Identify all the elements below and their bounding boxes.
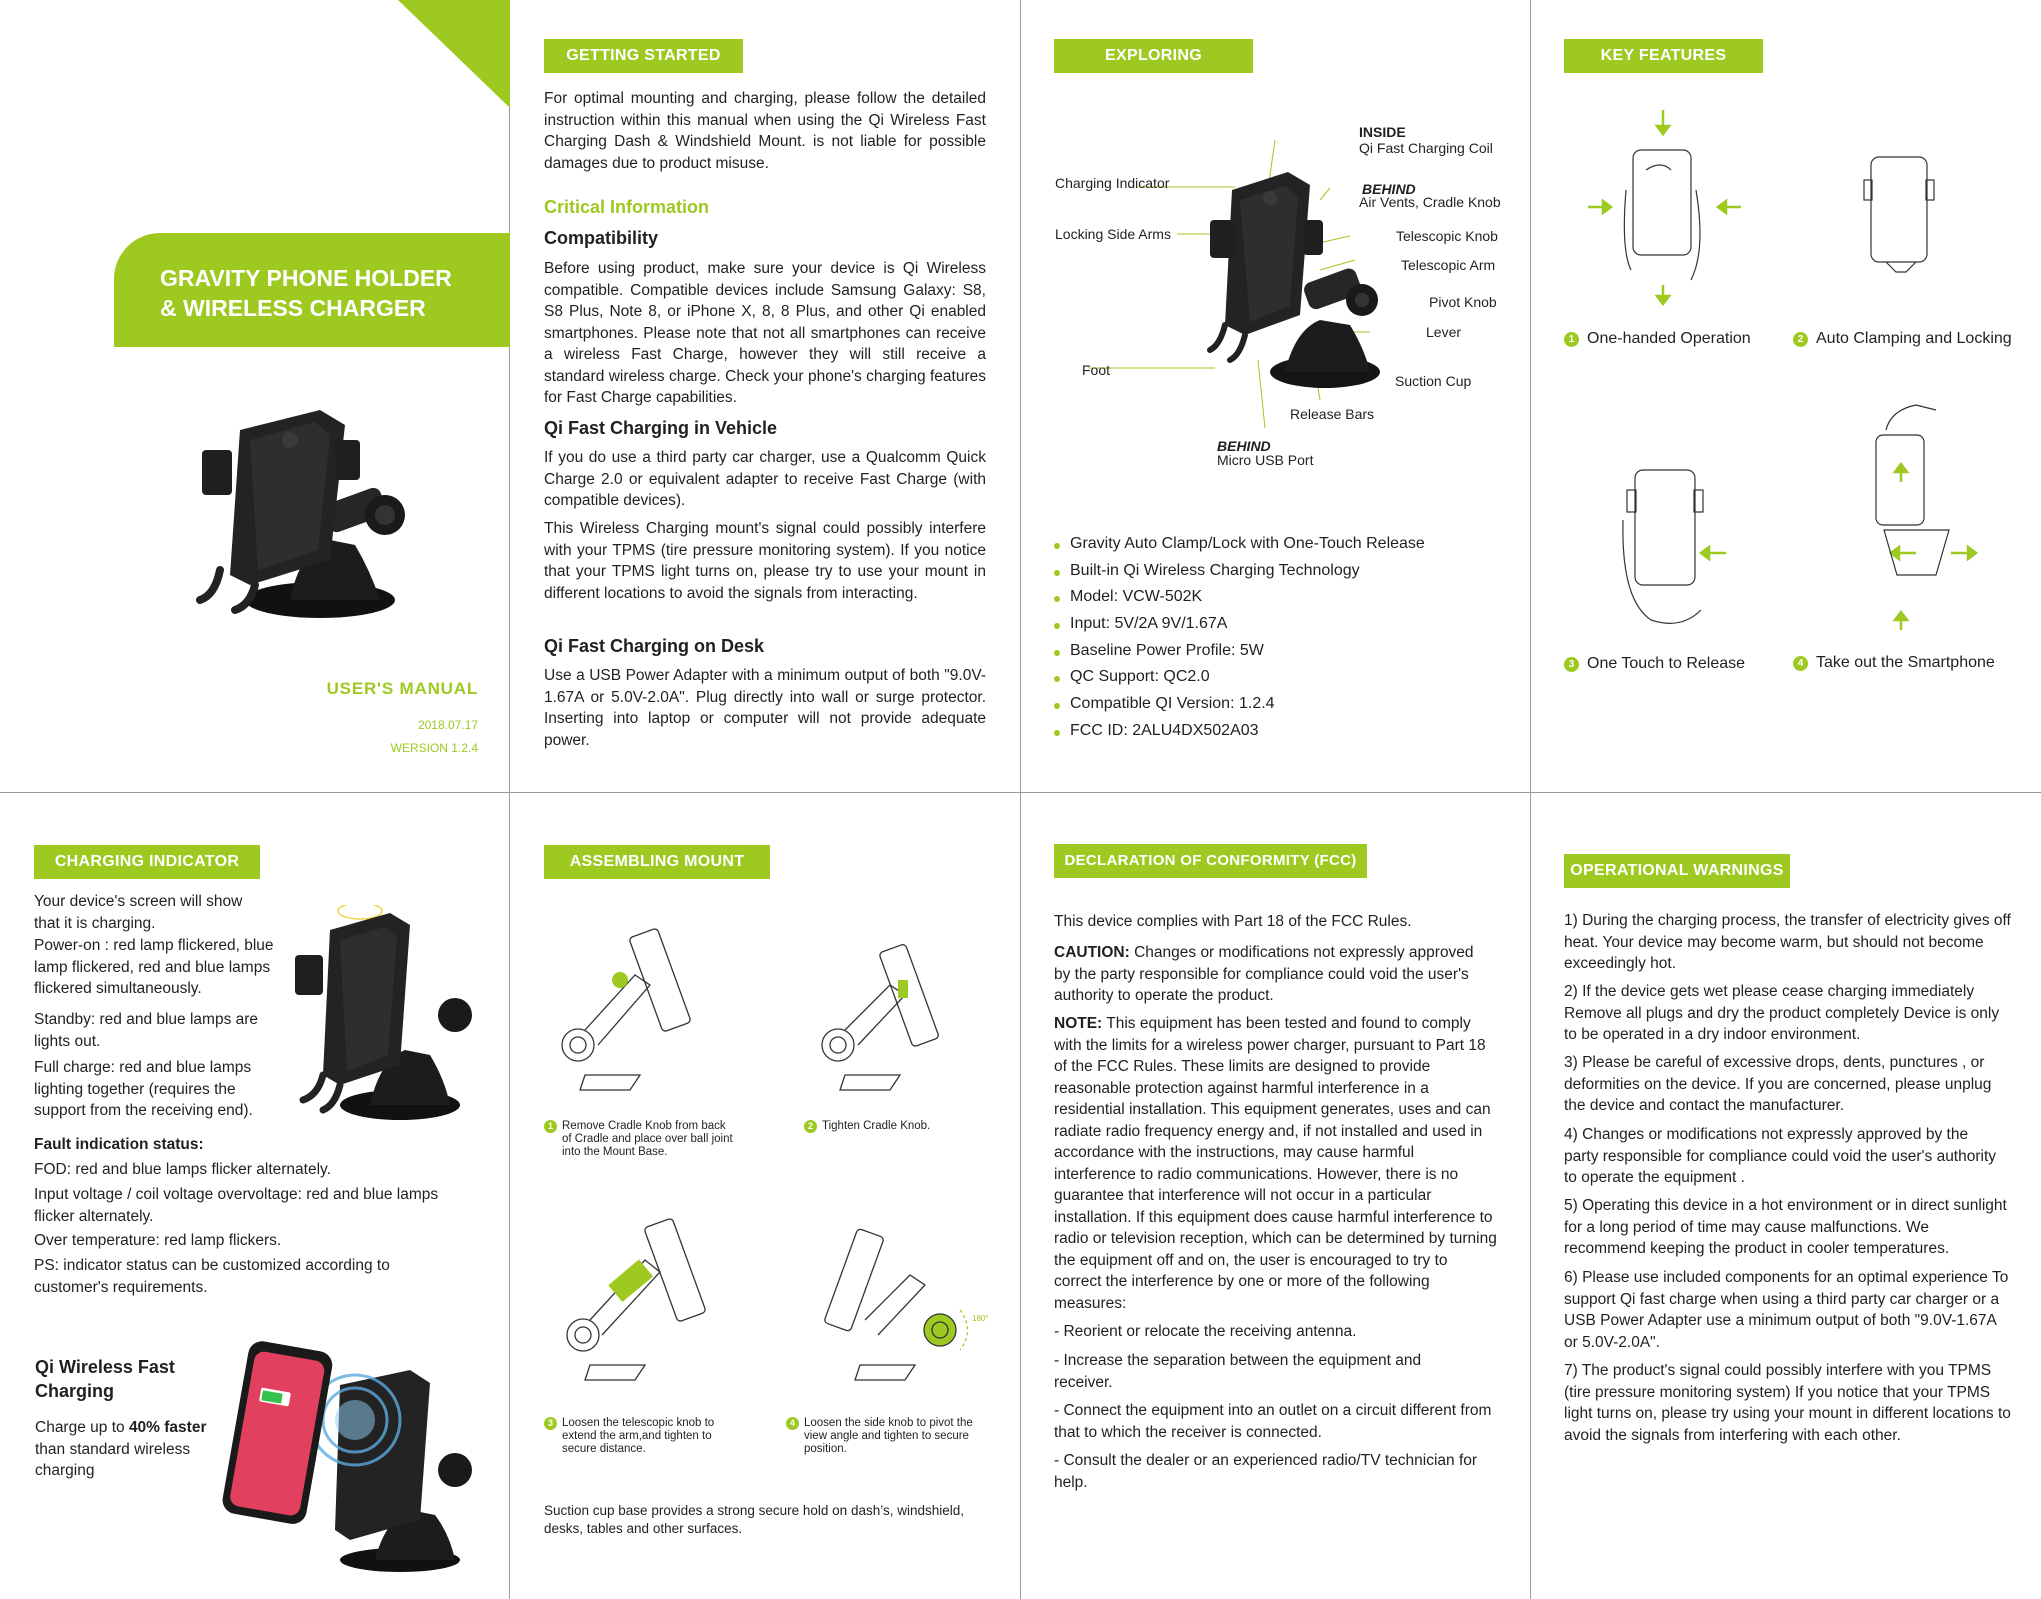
indicator-p4: Full charge: red and blue lamps lighting together (requires the support from the receiving end).	[34, 1059, 253, 1119]
assembly-step-1	[544, 1120, 734, 1159]
vehicle-text-1: If you do use a third party car charger, use a Qualcomm Quick Charge 2.0 or equivalent adapter to receive Fast Charge (with compatible devices).	[544, 449, 986, 509]
fcc-note: NOTE: This equipment has been tested and found to comply with the limits for a wireless power charger, pursuant to Part 18 of the FCC Rules. These limits are designed to provide reasonable protection against harmful interference in a residential installation. This equipment generates, uses and can radiate radio frequency energy and, if not installed and used in accordance with the instructions, may cause harmful interference to radio communications. However, there is no guarantee that interference will not occur in a particular installation. If this equipment does cause harmful interference to radio or television reception, which can be determined by turning the equipment off and on, the user is encouraged to try to correct the interference by one or more of the following measures:	[1054, 1015, 1497, 1312]
warning-4: 4) Changes or modifications not expressly approved by the party responsible for compliance could void the user's authority to operate the equipment .	[1564, 1126, 1997, 1186]
feature-label: One Touch to Release	[1587, 655, 1746, 672]
desk-text: Use a USB Power Adapter with a minimum output of both "9.0V-1.67A or 5.0V-2.0A". Plug directly into wall or surge protector. Inserting into laptop or computer will not provide adequate power.	[544, 667, 986, 749]
spec-item: Input: 5V/2A 9V/1.67A	[1054, 611, 1425, 638]
warning-6: 6) Please use included components for an optimal experience To support Qi fast charge when using a third party car charger or a USB Power Adapter use a minimum output of both "9.0V-1.67A or 5.0V-2.0A".	[1564, 1269, 2009, 1351]
label-foot: Foot	[1082, 362, 1111, 378]
step-text: Loosen the side knob to pivot the view angle and tighten to secure position.	[804, 1417, 973, 1455]
qi-charging-image	[210, 1335, 480, 1575]
key-features-panel	[1531, 0, 2041, 799]
spec-item: Built-in Qi Wireless Charging Technology	[1054, 558, 1425, 585]
label-micro-usb: Micro USB Port	[1217, 452, 1314, 468]
fcc-caution: CAUTION: Changes or modifications not expressly approved by the party responsible for compliance could void the user's authority to operate the product.	[1054, 944, 1474, 1004]
step-number: 2	[804, 1120, 817, 1133]
spec-item: Model: VCW-502K	[1054, 584, 1425, 611]
manual-version: WERSION 1.2.4	[390, 741, 478, 755]
assembly-note: Suction cup base provides a strong secure hold on dash’s, windshield, desks, tables and other surfaces.	[544, 1503, 965, 1536]
compat-text: Before using product, make sure your device is Qi Wireless compatible. Compatible devices include Samsung Galaxy: S8, S8 Plus, Note 8, or iPhone X, 8, 8 Plus, and other Qi enabled smartphones. Please note that not all smartphones can receive a wireless Fast Charge, however they will still receive a standard wireless charge. Check your phone's charging features for Fast Charge capabilities.	[544, 260, 986, 406]
spec-item: QC Support: QC2.0	[1054, 664, 1425, 691]
indicator-p3: Standby: red and blue lamps are lights out.	[34, 1011, 259, 1050]
assembly-step-4	[786, 1417, 986, 1456]
cover-title-1: GRAVITY PHONE HOLDER	[160, 265, 452, 291]
fcc-measure-1: - Reorient or relocate the receiving antenna.	[1054, 1323, 1357, 1340]
label-behind-1: BEHIND	[1362, 181, 1416, 197]
exploring-diagram	[1020, 110, 1530, 470]
compat-heading: Compatibility	[544, 228, 659, 248]
warning-1: 1) During the charging process, the transfer of electricity gives off heat. Your device may become warm, but should not become exceedingly hot.	[1564, 912, 2011, 972]
manual-date: 2018.07.17	[417, 718, 478, 732]
warning-2: 2) If the device gets wet please cease charging immediately Remove all plugs and dry the product completely Device is only to be operated in a dry indoor environment.	[1564, 983, 2000, 1043]
vehicle-text-2: This Wireless Charging mount's signal could possibly interfere with your TPMS (tire pressure monitoring system). If you notice that your TPMS light turns on, please try to use your mount in different locations to avoid the signals from interacting.	[544, 520, 986, 602]
features-illustrations	[1531, 100, 2041, 660]
qi-text: Charge up to 40% faster than standard wireless charging	[35, 1419, 207, 1479]
angle-label: 180°	[972, 1314, 989, 1323]
label-telescopic-knob: Telescopic Knob	[1396, 228, 1498, 244]
intro-text: For optimal mounting and charging, please follow the detailed instruction within this manual when using the Qi Wireless Fast Charging Dash & Windshield Mount. is not liable for possible damages due to product misuse.	[544, 90, 986, 172]
label-inside: INSIDE	[1359, 124, 1406, 140]
fcc-measure-4: - Consult the dealer or an experienced radio/TV technician for help.	[1054, 1452, 1478, 1491]
label-suction-cup: Suction Cup	[1395, 373, 1472, 389]
warnings-panel	[1531, 800, 2041, 1599]
warning-3: 3) Please be careful of excessive drops, dents, punctures , or deformities on the device. If you are concerned, please unplug the device and contact the manufacturer.	[1564, 1054, 1992, 1114]
manual-label: USER'S MANUAL	[326, 679, 478, 698]
vehicle-heading: Qi Fast Charging in Vehicle	[544, 418, 778, 438]
feature-2	[1793, 330, 2012, 348]
feature-label: Take out the Smartphone	[1816, 654, 1995, 671]
qi-heading: Qi Wireless Fast Charging	[35, 1357, 175, 1401]
warning-5: 5) Operating this device in a hot environment or in direct sunlight for a long period of time may cause malfunctions. We recommend keeping the product in cooler temperatures.	[1564, 1197, 2007, 1257]
cover-title-2: & WIRELESS CHARGER	[160, 295, 426, 321]
feature-1	[1564, 330, 1751, 348]
warning-7: 7) The product's signal could possibly interfere with you TPMS (tire pressure monitoring system) If you notice that your TPMS light turns on, please try using your mount in different locations to avoid the signals from interfering with each other.	[1564, 1362, 2011, 1444]
section-tag: KEY FEATURES	[1564, 39, 1763, 73]
getting-started-panel	[510, 0, 1020, 799]
exploring-panel	[1020, 0, 1530, 799]
cover-panel	[0, 0, 510, 799]
feature-label: One-handed Operation	[1587, 330, 1751, 347]
assembly-step-2	[804, 1120, 994, 1133]
label-behind-2: BEHIND	[1217, 438, 1271, 454]
label-charging-indicator: Charging Indicator	[1055, 175, 1170, 191]
step-text: Tighten Cradle Knob.	[822, 1120, 931, 1132]
section-tag: GETTING STARTED	[544, 39, 743, 73]
spec-list	[1054, 531, 1425, 745]
section-tag: OPERATIONAL WARNINGS	[1564, 854, 1790, 888]
step-number: 1	[544, 1120, 557, 1133]
step-number: 3	[544, 1417, 557, 1430]
fcc-panel	[1020, 800, 1530, 1599]
critical-heading: Critical Information	[544, 197, 710, 217]
step-number: 4	[786, 1417, 799, 1430]
spec-item: Compatible QI Version: 1.2.4	[1054, 691, 1425, 718]
indicator-p1: Your device's screen will show that it is charging.	[34, 893, 243, 932]
fault-2: Input voltage / coil voltage overvoltage: red and blue lamps flicker alternately.	[34, 1186, 439, 1225]
section-tag: DECLARATION OF CONFORMITY (FCC)	[1054, 844, 1367, 878]
corner-triangle	[398, 0, 510, 108]
feature-3	[1564, 655, 1745, 673]
feature-label: Auto Clamping and Locking	[1816, 330, 2012, 347]
fault-3: Over temperature: red lamp flickers.	[34, 1232, 282, 1249]
section-tag: EXPLORING	[1054, 39, 1253, 73]
label-air-vents: Air Vents, Cradle Knob	[1359, 194, 1501, 210]
fcc-measure-2: - Increase the separation between the equipment and receiver.	[1054, 1352, 1422, 1391]
label-lever: Lever	[1426, 324, 1462, 340]
indicator-p2: Power-on : red lamp flickered, blue lamp flickered, red and blue lamps flickered simultaneously.	[34, 937, 274, 997]
step-text: Remove Cradle Knob from back of Cradle and place over ball joint into the Mount Base.	[562, 1120, 733, 1158]
fcc-measure-3: - Connect the equipment into an outlet on a circuit different from that to which the receiver is connected.	[1054, 1402, 1492, 1441]
fault-heading: Fault indication status:	[34, 1136, 204, 1153]
feature-number: 3	[1564, 657, 1579, 672]
assembling-panel	[510, 800, 1020, 1599]
step-text: Loosen the telescopic knob to extend the arm,and tighten to secure distance.	[562, 1417, 715, 1455]
spec-item: FCC ID: 2ALU4DX502A03	[1054, 718, 1425, 745]
indicator-product-image	[285, 905, 475, 1125]
label-pivot-knob: Pivot Knob	[1429, 294, 1497, 310]
feature-number: 2	[1793, 332, 1808, 347]
assembly-step-3	[544, 1417, 734, 1456]
spec-item: Gravity Auto Clamp/Lock with One-Touch Release	[1054, 531, 1425, 558]
title-banner	[114, 233, 510, 347]
section-tag: ASSEMBLING MOUNT	[544, 845, 770, 879]
feature-number: 4	[1793, 656, 1808, 671]
fault-1: FOD: red and blue lamps flicker alternately.	[34, 1161, 331, 1178]
feature-4	[1793, 654, 1995, 672]
label-coil: Qi Fast Charging Coil	[1359, 140, 1493, 156]
feature-number: 1	[1564, 332, 1579, 347]
section-tag: CHARGING INDICATOR	[34, 845, 260, 879]
product-image	[180, 400, 430, 630]
fault-4: PS: indicator status can be customized according to customer's requirements.	[34, 1257, 390, 1296]
label-release-bars: Release Bars	[1290, 406, 1375, 422]
label-telescopic-arm: Telescopic Arm	[1401, 257, 1496, 273]
label-locking-arms: Locking Side Arms	[1055, 226, 1171, 242]
desk-heading: Qi Fast Charging on Desk	[544, 636, 765, 656]
charging-indicator-panel	[0, 800, 510, 1599]
spec-item: Baseline Power Profile: 5W	[1054, 638, 1425, 665]
fcc-p1: This device complies with Part 18 of the FCC Rules.	[1054, 913, 1412, 930]
